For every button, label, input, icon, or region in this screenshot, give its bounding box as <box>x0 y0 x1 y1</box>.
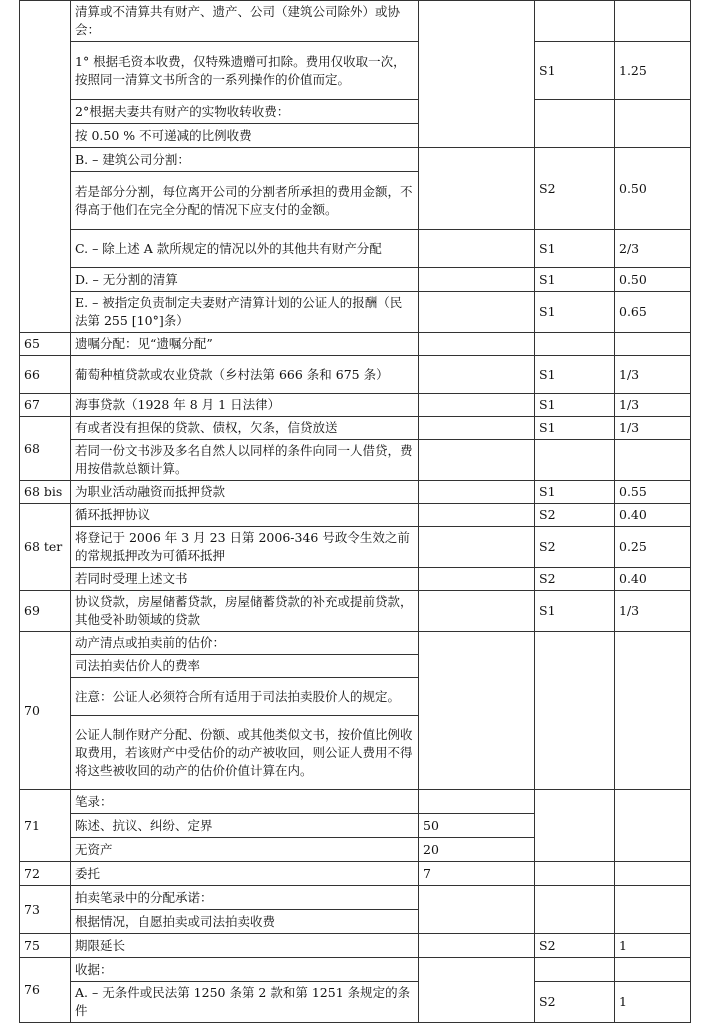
table-row <box>20 1 691 42</box>
item-description: A. – 无条件或民法第 1250 条第 2 款和第 1251 条规定的条件 <box>71 982 419 1023</box>
fee-category <box>535 862 615 886</box>
table-row <box>20 481 691 504</box>
item-description: E. – 被指定负责制定夫妻财产清算计划的公证人的报酬（民法第 255 [10°]条） <box>71 292 419 333</box>
item-description: 若同时受理上述文书 <box>71 568 419 591</box>
fee-category: S1 <box>535 417 615 440</box>
fee-category: S1 <box>535 394 615 417</box>
fee-category: S2 <box>535 934 615 958</box>
item-description: 1° 根据毛资本收费，仅特殊遗赠可扣除。费用仅收取一次，按照同一清算文书所含的一系列操作的价值而定。 <box>71 42 419 100</box>
fixed-amount <box>419 504 535 527</box>
fixed-amount <box>419 440 535 481</box>
fee-rate <box>615 440 691 481</box>
item-number: 70 <box>20 632 71 790</box>
fixed-amount <box>419 527 535 568</box>
item-number: 68 <box>20 417 71 481</box>
table-row <box>20 790 691 814</box>
item-description: D. – 无分割的清算 <box>71 268 419 292</box>
item-description: 注意：公证人必须符合所有适用于司法拍卖股价人的规定。 <box>71 678 419 716</box>
fixed-amount <box>419 417 535 440</box>
fee-category <box>535 100 615 148</box>
table-row <box>20 934 691 958</box>
item-description: 为职业活动融资而抵押贷款 <box>71 481 419 504</box>
fee-rate: 1 <box>615 934 691 958</box>
fee-category <box>535 333 615 356</box>
fee-rate: 0.65 <box>615 292 691 333</box>
fee-rate <box>615 886 691 934</box>
fee-category <box>535 440 615 481</box>
fixed-amount <box>419 394 535 417</box>
item-description: 清算或不清算共有财产、遗产、公司（建筑公司除外）或协会： <box>71 1 419 42</box>
fixed-amount <box>419 230 535 268</box>
table-row <box>20 42 691 100</box>
item-number: 73 <box>20 886 71 934</box>
table-row <box>20 292 691 333</box>
item-description: 期限延长 <box>71 934 419 958</box>
fee-category: S1 <box>535 230 615 268</box>
fixed-amount <box>419 568 535 591</box>
table-row <box>20 982 691 1023</box>
item-description: 公证人制作财产分配、份额、或其他类似文书，按价值比例收取费用，若该财产中受估价的动产被收回，则公证人费用不得将这些被收回的动产的估价价值计算在内。 <box>71 716 419 790</box>
item-description: 有或者没有担保的贷款、债权，欠条，信贷放送 <box>71 417 419 440</box>
item-description: 收据： <box>71 958 419 982</box>
fee-rate <box>615 790 691 862</box>
fee-category <box>535 958 615 982</box>
item-number <box>20 1 71 333</box>
fixed-amount <box>419 292 535 333</box>
fee-category: S1 <box>535 292 615 333</box>
item-description: 循环抵押协议 <box>71 504 419 527</box>
fee-category <box>535 632 615 790</box>
item-number: 65 <box>20 333 71 356</box>
fixed-amount: 20 <box>419 838 535 862</box>
fixed-amount <box>419 333 535 356</box>
fee-category <box>535 886 615 934</box>
fee-schedule-table <box>19 0 691 1023</box>
item-description: 司法拍卖估价人的费率 <box>71 655 419 678</box>
fixed-amount <box>419 934 535 958</box>
item-description: 拍卖笔录中的分配承诺： <box>71 886 419 910</box>
table-row <box>20 356 691 394</box>
item-description: 若是部分分割，每位离开公司的分割者所承担的费用金额，不得高于他们在完全分配的情况下应支付的金额。 <box>71 172 419 230</box>
table-row <box>20 527 691 568</box>
fee-category: S1 <box>535 42 615 100</box>
fixed-amount <box>419 886 535 934</box>
table-row <box>20 862 691 886</box>
fee-rate: 1 <box>615 982 691 1023</box>
fixed-amount <box>419 591 535 632</box>
fee-category: S2 <box>535 982 615 1023</box>
item-number: 67 <box>20 394 71 417</box>
fee-rate <box>615 632 691 790</box>
table-row <box>20 148 691 172</box>
item-description: 委托 <box>71 862 419 886</box>
fixed-amount <box>419 632 535 790</box>
table-row <box>20 417 691 440</box>
fee-rate: 0.50 <box>615 148 691 230</box>
item-number: 68 bis <box>20 481 71 504</box>
item-number: 69 <box>20 591 71 632</box>
item-description: 将登记于 2006 年 3 月 23 日第 2006-346 号政令生效之前的常规抵押改为可循环抵押 <box>71 527 419 568</box>
table-row <box>20 886 691 910</box>
item-description: 海事贷款（1928 年 8 月 1 日法律） <box>71 394 419 417</box>
item-description: 笔录： <box>71 790 419 814</box>
fee-rate: 1/3 <box>615 591 691 632</box>
item-description: 2°根据夫妻共有财产的实物收转收费： <box>71 100 419 124</box>
table-row <box>20 394 691 417</box>
item-number: 76 <box>20 958 71 1023</box>
item-description: 根据情况，自愿拍卖或司法拍卖收费 <box>71 910 419 934</box>
fee-rate: 0.40 <box>615 504 691 527</box>
fee-category <box>535 1 615 42</box>
item-description: 若同一份文书涉及多名自然人以同样的条件向同一人借贷，费用按借款总额计算。 <box>71 440 419 481</box>
item-description: 动产清点或拍卖前的估价： <box>71 632 419 655</box>
fee-category: S1 <box>535 481 615 504</box>
fixed-amount <box>419 356 535 394</box>
fee-rate: 0.40 <box>615 568 691 591</box>
item-description: B. – 建筑公司分割： <box>71 148 419 172</box>
table-row <box>20 504 691 527</box>
item-number: 72 <box>20 862 71 886</box>
fee-rate: 0.25 <box>615 527 691 568</box>
table-row <box>20 268 691 292</box>
fixed-amount <box>419 790 535 814</box>
table-row <box>20 333 691 356</box>
item-number: 71 <box>20 790 71 862</box>
table-row <box>20 568 691 591</box>
fixed-amount: 7 <box>419 862 535 886</box>
table-row <box>20 958 691 982</box>
item-description: 协议贷款，房屋储蓄贷款，房屋储蓄贷款的补充或提前贷款，其他受补助领域的贷款 <box>71 591 419 632</box>
table-row <box>20 100 691 124</box>
fixed-amount: 50 <box>419 814 535 838</box>
fee-rate: 1.25 <box>615 42 691 100</box>
fee-rate <box>615 333 691 356</box>
fixed-amount <box>419 148 535 230</box>
item-description: 遗嘱分配：见“遗嘱分配” <box>71 333 419 356</box>
fee-rate: 1/3 <box>615 394 691 417</box>
fee-category: S2 <box>535 568 615 591</box>
item-number: 68 ter <box>20 504 71 591</box>
fee-rate: 2/3 <box>615 230 691 268</box>
fee-category: S2 <box>535 527 615 568</box>
fee-category: S1 <box>535 356 615 394</box>
item-description: 葡萄种植贷款或农业贷款（乡村法第 666 条和 675 条） <box>71 356 419 394</box>
fee-rate <box>615 100 691 148</box>
fixed-amount <box>419 268 535 292</box>
table-row <box>20 591 691 632</box>
fixed-amount <box>419 1 535 148</box>
fee-rate: 0.55 <box>615 481 691 504</box>
item-description: 按 0.50 % 不可递减的比例收费 <box>71 124 419 148</box>
fee-category: S2 <box>535 504 615 527</box>
item-description: 陈述、抗议、纠纷、定界 <box>71 814 419 838</box>
table-row <box>20 440 691 481</box>
fee-rate: 1/3 <box>615 356 691 394</box>
table-row <box>20 632 691 655</box>
fee-category: S2 <box>535 148 615 230</box>
fixed-amount <box>419 481 535 504</box>
item-number: 66 <box>20 356 71 394</box>
fee-rate: 1/3 <box>615 417 691 440</box>
fee-rate <box>615 1 691 42</box>
item-description: 无资产 <box>71 838 419 862</box>
fee-rate <box>615 862 691 886</box>
fee-rate: 0.50 <box>615 268 691 292</box>
fee-category <box>535 790 615 862</box>
fixed-amount <box>419 958 535 1023</box>
fee-category: S1 <box>535 268 615 292</box>
item-number: 75 <box>20 934 71 958</box>
item-description: C. – 除上述 A 款所规定的情况以外的其他共有财产分配 <box>71 230 419 268</box>
fee-category: S1 <box>535 591 615 632</box>
fee-rate <box>615 958 691 982</box>
table-row <box>20 230 691 268</box>
